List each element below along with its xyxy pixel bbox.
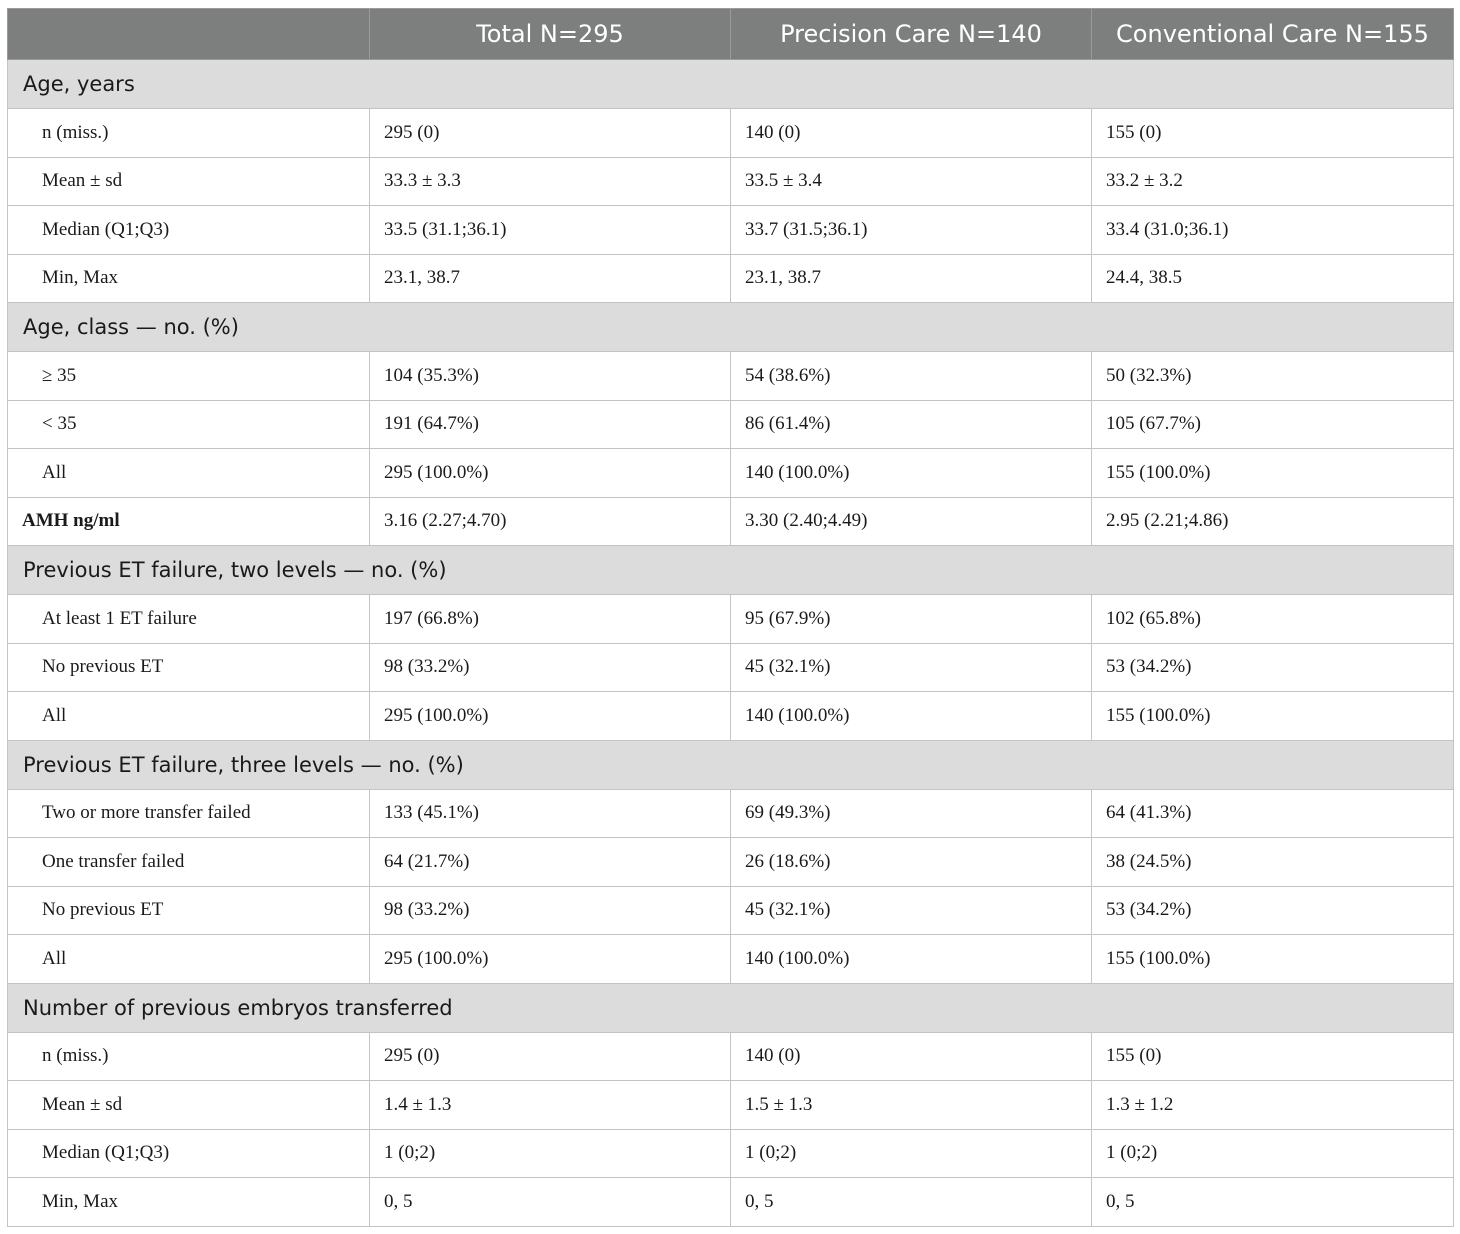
value-precision-care: 140 (0)	[731, 109, 1092, 158]
value-precision-care: 140 (100.0%)	[731, 449, 1092, 498]
table-row	[8, 157, 1454, 206]
value-precision-care: 45 (32.1%)	[731, 886, 1092, 935]
table-row	[8, 109, 1454, 158]
section-header-row	[8, 303, 1454, 352]
value-total: 295 (0)	[370, 109, 731, 158]
row-label: At least 1 ET failure	[8, 595, 370, 644]
row-label: n (miss.)	[8, 1032, 370, 1081]
section-label: Previous ET failure, three levels — no. (%)	[8, 740, 1454, 789]
baseline-characteristics-table	[7, 8, 1454, 1227]
section-header-row	[8, 740, 1454, 789]
value-precision-care: 23.1, 38.7	[731, 254, 1092, 303]
value-conventional-care: 0, 5	[1092, 1178, 1454, 1227]
value-total: 191 (64.7%)	[370, 400, 731, 449]
row-label: No previous ET	[8, 886, 370, 935]
table-row	[8, 886, 1454, 935]
table-row	[8, 352, 1454, 401]
table-row	[8, 497, 1454, 546]
row-label: No previous ET	[8, 643, 370, 692]
value-precision-care: 54 (38.6%)	[731, 352, 1092, 401]
table-row	[8, 1081, 1454, 1130]
section-label: Previous ET failure, two levels — no. (%)	[8, 546, 1454, 595]
value-conventional-care: 53 (34.2%)	[1092, 886, 1454, 935]
row-label: AMH ng/ml	[8, 497, 370, 546]
row-label: All	[8, 935, 370, 984]
value-conventional-care: 102 (65.8%)	[1092, 595, 1454, 644]
value-precision-care: 0, 5	[731, 1178, 1092, 1227]
value-conventional-care: 24.4, 38.5	[1092, 254, 1454, 303]
table-header	[8, 9, 1454, 60]
value-total: 295 (100.0%)	[370, 449, 731, 498]
section-header-row	[8, 983, 1454, 1032]
value-total: 133 (45.1%)	[370, 789, 731, 838]
value-conventional-care: 1 (0;2)	[1092, 1129, 1454, 1178]
value-total: 295 (0)	[370, 1032, 731, 1081]
value-conventional-care: 50 (32.3%)	[1092, 352, 1454, 401]
section-header-row	[8, 546, 1454, 595]
row-label: One transfer failed	[8, 838, 370, 887]
value-precision-care: 140 (100.0%)	[731, 692, 1092, 741]
value-conventional-care: 2.95 (2.21;4.86)	[1092, 497, 1454, 546]
value-precision-care: 69 (49.3%)	[731, 789, 1092, 838]
value-total: 33.3 ± 3.3	[370, 157, 731, 206]
value-conventional-care: 155 (100.0%)	[1092, 449, 1454, 498]
table-row	[8, 1129, 1454, 1178]
table-row	[8, 1032, 1454, 1081]
value-total: 23.1, 38.7	[370, 254, 731, 303]
value-total: 1 (0;2)	[370, 1129, 731, 1178]
section-label: Number of previous embryos transferred	[8, 983, 1454, 1032]
section-label: Age, class — no. (%)	[8, 303, 1454, 352]
value-precision-care: 95 (67.9%)	[731, 595, 1092, 644]
row-label: Median (Q1;Q3)	[8, 206, 370, 255]
header-row	[8, 9, 1454, 60]
table-body	[8, 60, 1454, 1227]
value-precision-care: 1.5 ± 1.3	[731, 1081, 1092, 1130]
row-label: Mean ± sd	[8, 157, 370, 206]
table-row	[8, 838, 1454, 887]
value-conventional-care: 33.2 ± 3.2	[1092, 157, 1454, 206]
table-row	[8, 692, 1454, 741]
row-label: Min, Max	[8, 254, 370, 303]
row-label: Median (Q1;Q3)	[8, 1129, 370, 1178]
value-conventional-care: 33.4 (31.0;36.1)	[1092, 206, 1454, 255]
value-precision-care: 140 (0)	[731, 1032, 1092, 1081]
value-conventional-care: 155 (0)	[1092, 1032, 1454, 1081]
row-label: Mean ± sd	[8, 1081, 370, 1130]
value-total: 1.4 ± 1.3	[370, 1081, 731, 1130]
value-total: 98 (33.2%)	[370, 886, 731, 935]
value-conventional-care: 53 (34.2%)	[1092, 643, 1454, 692]
table-row	[8, 1178, 1454, 1227]
table-row	[8, 789, 1454, 838]
value-total: 3.16 (2.27;4.70)	[370, 497, 731, 546]
header-cell-total: Total N=295	[370, 9, 731, 60]
value-total: 98 (33.2%)	[370, 643, 731, 692]
header-cell-label	[8, 9, 370, 60]
value-precision-care: 33.5 ± 3.4	[731, 157, 1092, 206]
row-label: All	[8, 692, 370, 741]
table-row	[8, 254, 1454, 303]
value-conventional-care: 105 (67.7%)	[1092, 400, 1454, 449]
value-conventional-care: 155 (100.0%)	[1092, 935, 1454, 984]
value-total: 0, 5	[370, 1178, 731, 1227]
value-conventional-care: 1.3 ± 1.2	[1092, 1081, 1454, 1130]
row-label: < 35	[8, 400, 370, 449]
table-row	[8, 595, 1454, 644]
table-row	[8, 449, 1454, 498]
value-precision-care: 1 (0;2)	[731, 1129, 1092, 1178]
row-label: Two or more transfer failed	[8, 789, 370, 838]
row-label: ≥ 35	[8, 352, 370, 401]
value-precision-care: 45 (32.1%)	[731, 643, 1092, 692]
value-precision-care: 86 (61.4%)	[731, 400, 1092, 449]
table-row	[8, 643, 1454, 692]
header-cell-precision-care: Precision Care N=140	[731, 9, 1092, 60]
value-precision-care: 3.30 (2.40;4.49)	[731, 497, 1092, 546]
value-total: 64 (21.7%)	[370, 838, 731, 887]
table-row	[8, 400, 1454, 449]
value-conventional-care: 155 (0)	[1092, 109, 1454, 158]
section-label: Age, years	[8, 60, 1454, 109]
value-total: 295 (100.0%)	[370, 935, 731, 984]
value-conventional-care: 155 (100.0%)	[1092, 692, 1454, 741]
row-label: n (miss.)	[8, 109, 370, 158]
header-cell-conventional-care: Conventional Care N=155	[1092, 9, 1454, 60]
value-conventional-care: 38 (24.5%)	[1092, 838, 1454, 887]
row-label: Min, Max	[8, 1178, 370, 1227]
value-total: 295 (100.0%)	[370, 692, 731, 741]
value-conventional-care: 64 (41.3%)	[1092, 789, 1454, 838]
table-row	[8, 206, 1454, 255]
row-label: All	[8, 449, 370, 498]
value-precision-care: 140 (100.0%)	[731, 935, 1092, 984]
value-precision-care: 26 (18.6%)	[731, 838, 1092, 887]
table-row	[8, 935, 1454, 984]
section-header-row	[8, 60, 1454, 109]
value-total: 33.5 (31.1;36.1)	[370, 206, 731, 255]
value-total: 104 (35.3%)	[370, 352, 731, 401]
value-total: 197 (66.8%)	[370, 595, 731, 644]
value-precision-care: 33.7 (31.5;36.1)	[731, 206, 1092, 255]
